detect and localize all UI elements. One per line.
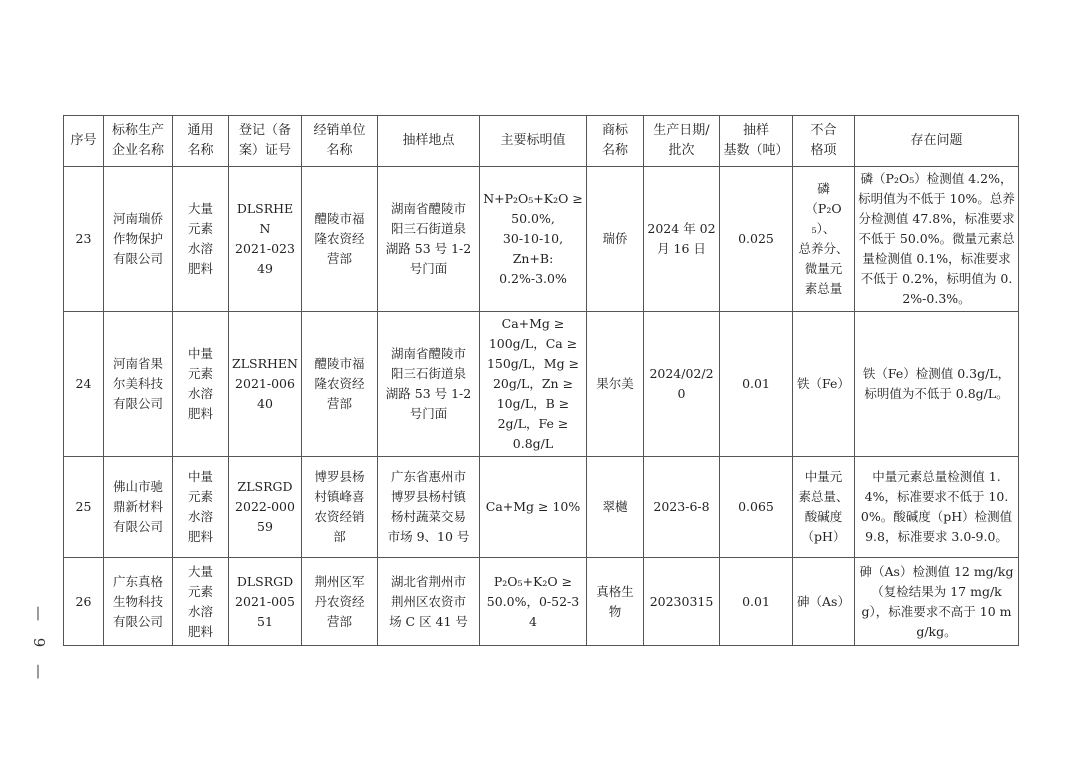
cell-company: 广东真格 生物科技 有限公司 <box>104 558 173 646</box>
cell-location: 湖南省醴陵市 阳三石街道泉 湖路 53 号 1-2 号门面 <box>378 312 480 457</box>
cell-dealer: 醴陵市福 隆农资经 营部 <box>302 167 378 312</box>
cell-issue: 铁（Fe）检测值 0.3g/L，标明值为不低于 0.8g/L。 <box>855 312 1019 457</box>
cell-reg-no: DLSRHEN 2021-02349 <box>229 167 302 312</box>
cell-main-value: Ca+Mg ≥ 10% <box>480 457 587 558</box>
header-dealer: 经销单位 名称 <box>302 116 378 167</box>
table-header-row <box>64 116 1019 167</box>
cell-location: 广东省惠州市 博罗县杨村镇 杨村蔬菜交易 市场 9、10 号 <box>378 457 480 558</box>
cell-common-name: 中量 元素 水溶 肥料 <box>173 457 229 558</box>
cell-common-name: 大量 元素 水溶 肥料 <box>173 167 229 312</box>
cell-location: 湖南省醴陵市 阳三石街道泉 湖路 53 号 1-2 号门面 <box>378 167 480 312</box>
cell-fail-item: 磷 （P₂O₅）、 总养分、 微量元 素总量 <box>793 167 855 312</box>
cell-reg-no: ZLSRGD 2022-00059 <box>229 457 302 558</box>
cell-location: 湖北省荆州市 荆州区农资市 场 C 区 41 号 <box>378 558 480 646</box>
table-row <box>64 558 1019 646</box>
cell-issue: 磷（P₂O₅）检测值 4.2%，标明值为不低于 10%。总养分检测值 47.8%，标准要求不低于 50.0%。微量元素总量检测值 0.1%，标准要求不低于 0.2%，标明值为 0.2%-0.3%。 <box>855 167 1019 312</box>
cell-issue: 砷（As）检测值 12 mg/kg（复检结果为 17 mg/kg），标准要求不高于 10 mg/kg。 <box>855 558 1019 646</box>
header-date: 生产日期/ 批次 <box>644 116 720 167</box>
cell-dealer: 醴陵市福 隆农资经 营部 <box>302 312 378 457</box>
cell-fail-item: 中量元 素总量、 酸碱度 （pH） <box>793 457 855 558</box>
cell-dealer: 荆州区军 丹农资经 营部 <box>302 558 378 646</box>
cell-dealer: 博罗县杨 村镇峰喜 农资经销 部 <box>302 457 378 558</box>
cell-company: 佛山市驰 鼎新材料 有限公司 <box>104 457 173 558</box>
cell-common-name: 中量 元素 水溶 肥料 <box>173 312 229 457</box>
cell-company: 河南瑞侨 作物保护 有限公司 <box>104 167 173 312</box>
cell-brand: 瑞侨 <box>587 167 644 312</box>
cell-brand: 真格生 物 <box>587 558 644 646</box>
cell-brand: 果尔美 <box>587 312 644 457</box>
table-row <box>64 312 1019 457</box>
cell-reg-no: DLSRGD 2021-00551 <box>229 558 302 646</box>
cell-seq: 25 <box>64 457 104 558</box>
header-fail-item: 不合 格项 <box>793 116 855 167</box>
cell-company: 河南省果 尔美科技 有限公司 <box>104 312 173 457</box>
header-reg-no: 登记（备 案）证号 <box>229 116 302 167</box>
page-number: — 9 — <box>30 606 48 686</box>
cell-date: 2024 年 02 月 16 日 <box>644 167 720 312</box>
table-row <box>64 457 1019 558</box>
cell-qty: 0.025 <box>720 167 793 312</box>
cell-seq: 24 <box>64 312 104 457</box>
table-row <box>64 167 1019 312</box>
cell-brand: 翠樾 <box>587 457 644 558</box>
cell-main-value: P₂O₅+K₂O ≥ 50.0%，0-52-34 <box>480 558 587 646</box>
cell-common-name: 大量 元素 水溶 肥料 <box>173 558 229 646</box>
header-brand: 商标 名称 <box>587 116 644 167</box>
cell-date: 2023-6-8 <box>644 457 720 558</box>
cell-main-value: Ca+Mg ≥ 100g/L，Ca ≥ 150g/L，Mg ≥ 20g/L，Zn ≥ 10g/L，B ≥ 2g/L，Fe ≥ 0.8g/L <box>480 312 587 457</box>
cell-fail-item: 铁（Fe） <box>793 312 855 457</box>
cell-seq: 26 <box>64 558 104 646</box>
cell-reg-no: ZLSRHEN 2021-00640 <box>229 312 302 457</box>
cell-date: 20230315 <box>644 558 720 646</box>
cell-seq: 23 <box>64 167 104 312</box>
cell-qty: 0.01 <box>720 558 793 646</box>
cell-qty: 0.065 <box>720 457 793 558</box>
header-company: 标称生产 企业名称 <box>104 116 173 167</box>
results-table <box>63 115 1019 646</box>
cell-main-value: N+P₂O₅+K₂O ≥ 50.0%, 30-10-10, Zn+B: 0.2%-3.0% <box>480 167 587 312</box>
header-main-value: 主要标明值 <box>480 116 587 167</box>
cell-fail-item: 砷（As） <box>793 558 855 646</box>
header-qty: 抽样 基数（吨） <box>720 116 793 167</box>
header-seq: 序号 <box>64 116 104 167</box>
header-issue: 存在问题 <box>855 116 1019 167</box>
cell-qty: 0.01 <box>720 312 793 457</box>
header-common-name: 通用 名称 <box>173 116 229 167</box>
cell-date: 2024/02/20 <box>644 312 720 457</box>
header-location: 抽样地点 <box>378 116 480 167</box>
cell-issue: 中量元素总量检测值 1.4%，标准要求不低于 10.0%。酸碱度（pH）检测值 9.8，标准要求 3.0-9.0。 <box>855 457 1019 558</box>
